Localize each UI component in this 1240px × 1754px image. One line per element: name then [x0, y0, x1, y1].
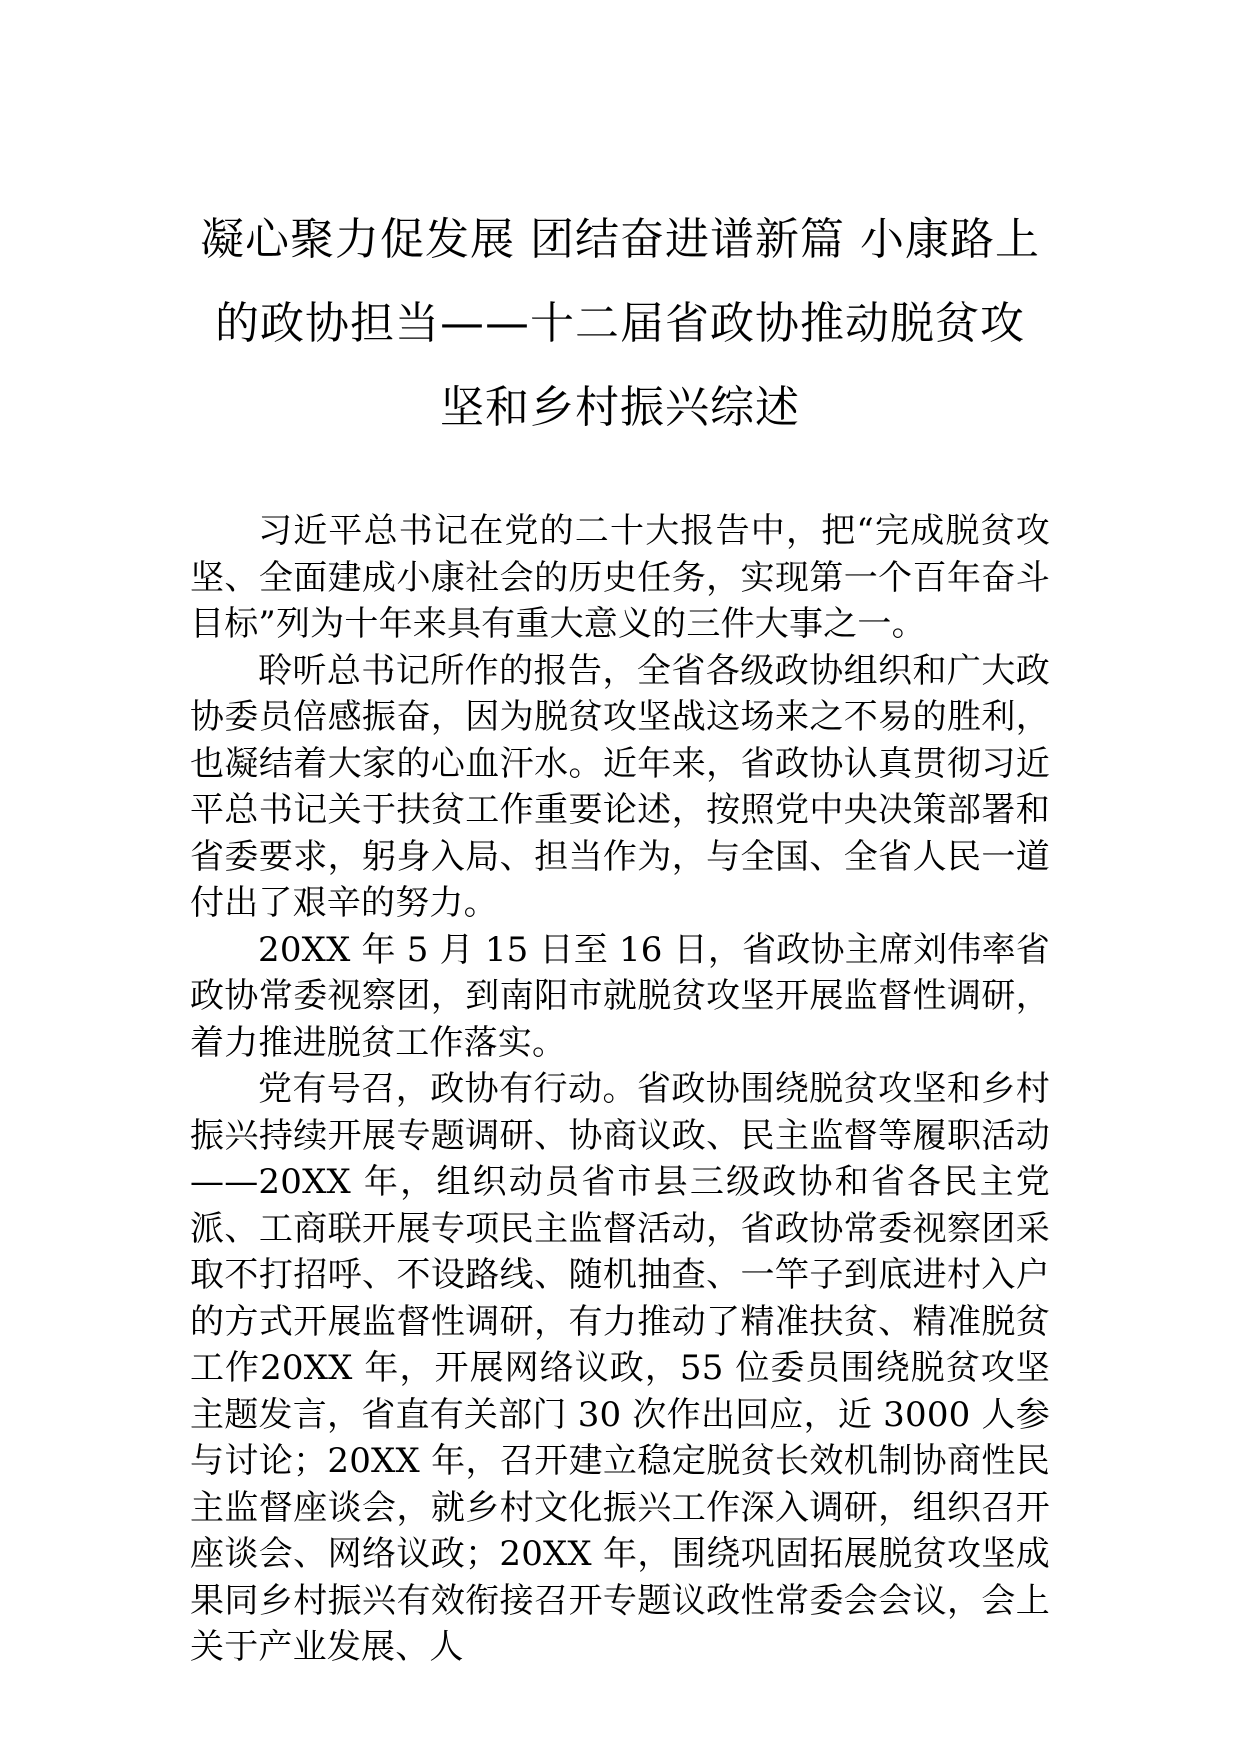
- document-title: [190, 198, 1050, 450]
- body-paragraph: 聆听总书记所作的报告，全省各级政协组织和广大政协委员倍感振奋，因为脱贫攻坚战这场来之不易的胜利，也凝结着大家的心血汗水。近年来，省政协认真贯彻习近平总书记关于扶贫工作重要论述，按照党中央决策部署和省委要求，躬身入局、担当作为，与全国、全省人民一道付出了艰辛的努力。: [190, 650, 1050, 923]
- body-paragraph: 20XX 年 5 月 15 日至 16 日，省政协主席刘伟率省政协常委视察团，到南阳市就脱贫攻坚开展监督性调研，着力推进脱贫工作落实。: [190, 929, 1050, 1063]
- title-line: 坚和乡村振兴综述: [440, 382, 800, 433]
- title-line: 的政协担当——十二届省政协推动脱贫攻: [215, 298, 1025, 349]
- body-paragraph: 习近平总书记在党的二十大报告中，把“完成脱贫攻坚、全面建成小康社会的历史任务，实现第一个百年奋斗目标”列为十年来具有重大意义的三件大事之一。: [190, 511, 1050, 644]
- title-line: 凝心聚力促发展 团结奋进谱新篇 小康路上: [200, 214, 1040, 265]
- document-body: [190, 508, 1050, 1671]
- body-paragraph: 党有号召，政协有行动。省政协围绕脱贫攻坚和乡村振兴持续开展专题调研、协商议政、民主监督等履职活动——20XX 年，组织动员省市县三级政协和省各民主党派、工商联开展专项民主监督活动，省政协常委视察团采取不打招呼、不设路线、随机抽查、一竿子到底进村入户的方式开展监督性调研，有力推动了精准扶贫、精准脱贫工作20XX 年，开展网络议政，55 位委员围绕脱贫攻坚主题发言，省直有关部门 30 次作出回应，近 3000 人参与讨论；20XX 年，召开建立稳定脱贫长效机制协商性民主监督座谈会，就乡村文化振兴工作深入调研，组织召开座谈会、网络议政；20XX 年，围绕巩固拓展脱贫攻坚成果同乡村振兴有效衔接召开专题议政性常委会会议，会上关于产业发展、人: [190, 1069, 1050, 1667]
